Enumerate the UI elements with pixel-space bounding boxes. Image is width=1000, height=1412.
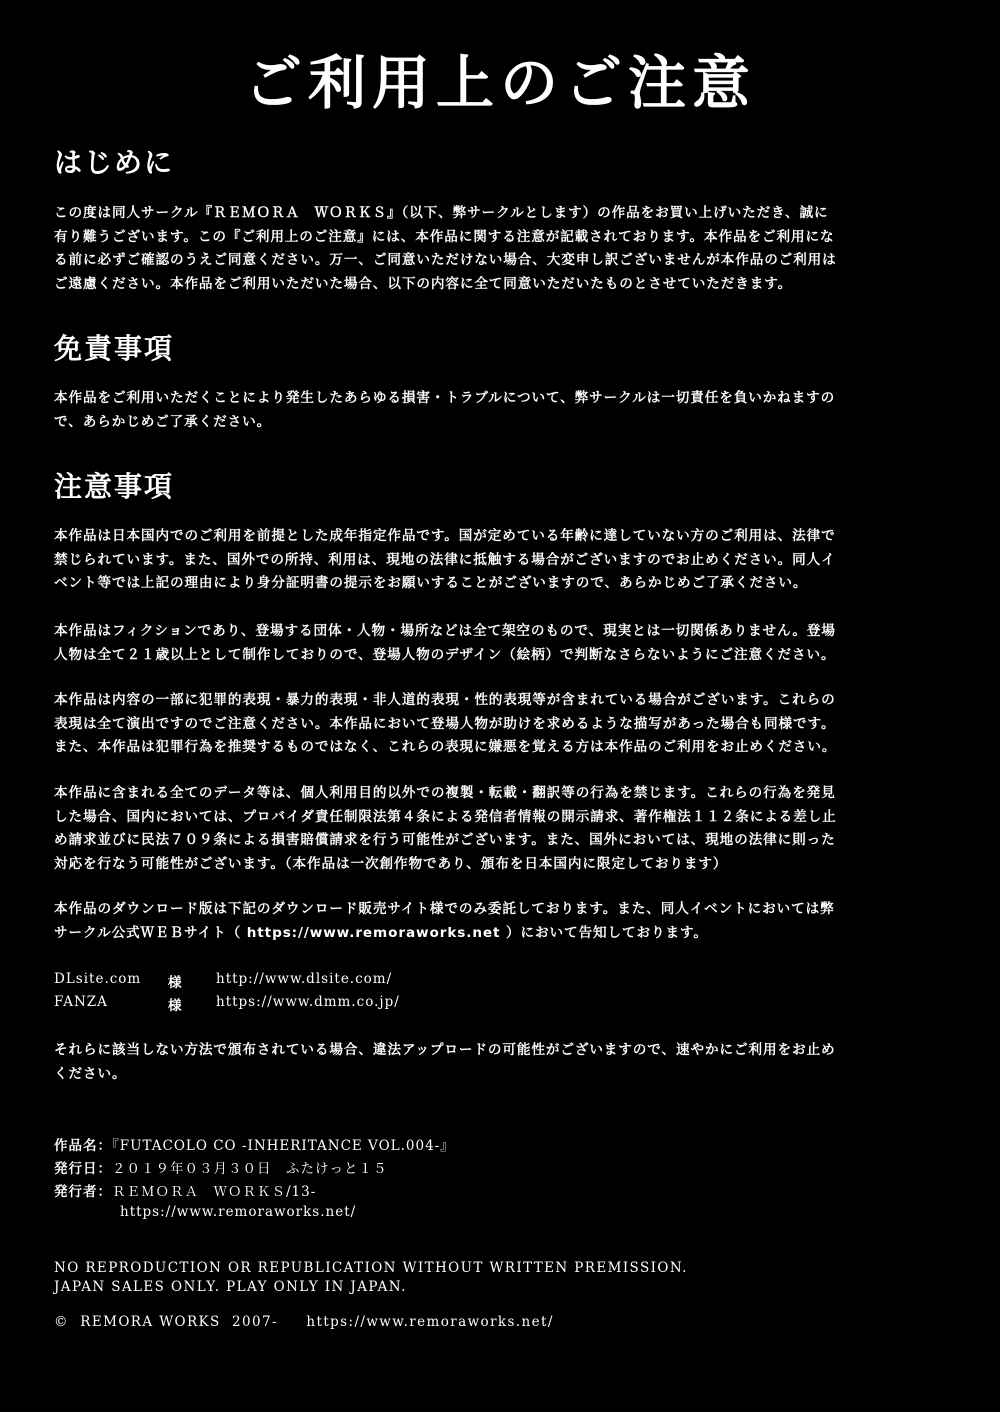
- colophon-publisher: [54, 1180, 316, 1203]
- download-site-link[interactable]: https://www.dmm.co.jp/: [216, 994, 400, 1010]
- disclaimer-heading: 免責事項: [54, 332, 175, 365]
- colophon-work-label: 作品名：: [54, 1138, 112, 1154]
- intro-line: ご遠慮ください。本作品をご利用いただいた場合、以下の内容に全て同意いただいたものとさせていただきます。: [54, 275, 793, 292]
- intro-heading: はじめに: [54, 146, 175, 179]
- download-site-link[interactable]: http://www.dlsite.com/: [216, 971, 393, 987]
- notes-line: 対応を行なう可能性がございます。（本作品は一次創作物であり、頒布を日本国内に限定しております）: [54, 855, 728, 872]
- download-site-name: DLsite.com: [54, 971, 142, 987]
- disclaimer-paragraph: [54, 387, 946, 434]
- notes-line: ベント等では上記の理由により身分証明書の提示をお願いすることがございますので、あらかじめご了承ください。: [54, 575, 808, 591]
- colophon-date-value: ２０１９年０３月３０日 ふたけっと１５: [112, 1161, 388, 1177]
- notes-line: また、本作品は犯罪行為を推奨するものではなく、これらの表現に嫌悪を覚える方は本作品のご利用をお止めください。: [54, 739, 837, 755]
- notes-line: 表現は全て演出ですのでご注意ください。本作品において登場人物が助けを求めるような描写があった場合も同様です。: [54, 715, 836, 732]
- notes-paragraph-illegal: [54, 1039, 946, 1086]
- notes-line: した場合、国内においては、プロバイダ責任制限法第４条による発信者情報の開示請求、著作権法１１２条による差し止: [54, 808, 837, 825]
- download-site-name: FANZA: [54, 994, 108, 1010]
- intro-line: 有り難うございます。この『ご利用上のご注意』には、本作品に関する注意が記載されております。本作品をご利用にな: [54, 228, 835, 245]
- notes-line: 禁じられています。また、国外での所持、利用は、現地の法律に抵触する場合がございますのでお止めください。同人イ: [54, 551, 836, 568]
- disclaimer-line: で、あらかじめご了承ください。: [54, 413, 272, 430]
- notes-paragraph-copyright: [54, 782, 946, 876]
- colophon-publisher-url-row: [120, 1204, 356, 1227]
- colophon-date: [54, 1157, 388, 1180]
- page-title: ご利用上のご注意: [243, 49, 756, 117]
- notes-paragraph-fiction: [54, 620, 946, 667]
- notes-line: め請求並びに民法７０９条による損害賠償請求を行う可能性がございます。また、国外においては、現地の法律に則った: [54, 832, 836, 848]
- notes-line: それらに該当しない方法で頒布されている場合、違法アップロードの可能性がございますので、速やかにご利用をお止め: [54, 1042, 836, 1058]
- colophon-publisher-url[interactable]: https://www.remoraworks.net/: [120, 1204, 357, 1220]
- footer-copyright: © REMORA WORKS 2007- https://www.remoraworks.net/: [54, 1314, 554, 1330]
- download-site-honorific: 様: [168, 998, 183, 1014]
- footer-no-reproduction: NO REPRODUCTION OR REPUBLICATION WITHOUT WRITTEN PREMISSION.: [54, 1260, 688, 1276]
- notes-line: 本作品に含まれる全てのデータ等は、個人利用目的以外での複製・転載・翻訳等の行為を禁じます。これらの行為を発見: [54, 785, 836, 801]
- intro-line: る前に必ずご確認のうえご同意ください。万一、ご同意いただけない場合、大変申し訳ございませんが本作品のご利用は: [54, 252, 837, 268]
- intro-line: この度は同人サークル『ＲＥＭＯＲＡ ＷＯＲＫＳ』（以下、弊サークルとします）の作品をお買い上げいただき、誠に: [54, 205, 829, 221]
- colophon-work: [54, 1134, 455, 1157]
- footer-japan-only: JAPAN SALES ONLY. PLAY ONLY IN JAPAN.: [54, 1279, 407, 1295]
- notes-line: 本作品は内容の一部に犯罪的表現・暴力的表現・非人道的表現・性的表現等が含まれている場合がございます。これらの: [54, 692, 836, 708]
- notes-paragraph-content: [54, 689, 946, 760]
- notes-line: 人物は全て２１歳以上として制作しておりので、登場人物のデザイン（絵柄）で判断なさらないようにご注意ください。: [54, 646, 836, 663]
- notes-line: ください。: [54, 1065, 127, 1082]
- intro-paragraph: [54, 202, 946, 296]
- notes-line: 本作品のダウンロード版は下記のダウンロード販売サイト様でのみ委託しております。また、同人イベントにおいては弊: [54, 901, 835, 917]
- notes-line: 本作品はフィクションであり、登場する団体・人物・場所などは全て架空のもので、現実とは一切関係ありません。登場: [54, 623, 836, 639]
- disclaimer-line: 本作品をご利用いただくことにより発生したあらゆる損害・トラブルについて、弊サークルは一切責任を負いかねますの: [54, 390, 836, 406]
- notes-line: サークル公式ＷＥＢサイト（ https://www.remoraworks.net ）において告知しております。: [54, 924, 708, 941]
- notes-paragraph-age: [54, 525, 946, 596]
- colophon-publisher-label: 発行者：: [54, 1184, 112, 1200]
- colophon-publisher-value: ＲＥＭＯＲＡ ＷＯＲＫＳ/13-: [112, 1184, 317, 1200]
- download-site-honorific: 様: [168, 975, 183, 991]
- notes-paragraph-download: [54, 898, 946, 945]
- colophon-work-value: 『FUTACOLO CO -INHERITANCE VOL.004-』: [112, 1138, 455, 1154]
- notes-heading: 注意事項: [54, 470, 175, 503]
- notes-line: 本作品は日本国内でのご利用を前提とした成年指定作品です。国が定めている年齢に達していない方のご利用は、法律で: [54, 528, 836, 544]
- colophon-date-label: 発行日：: [54, 1161, 112, 1177]
